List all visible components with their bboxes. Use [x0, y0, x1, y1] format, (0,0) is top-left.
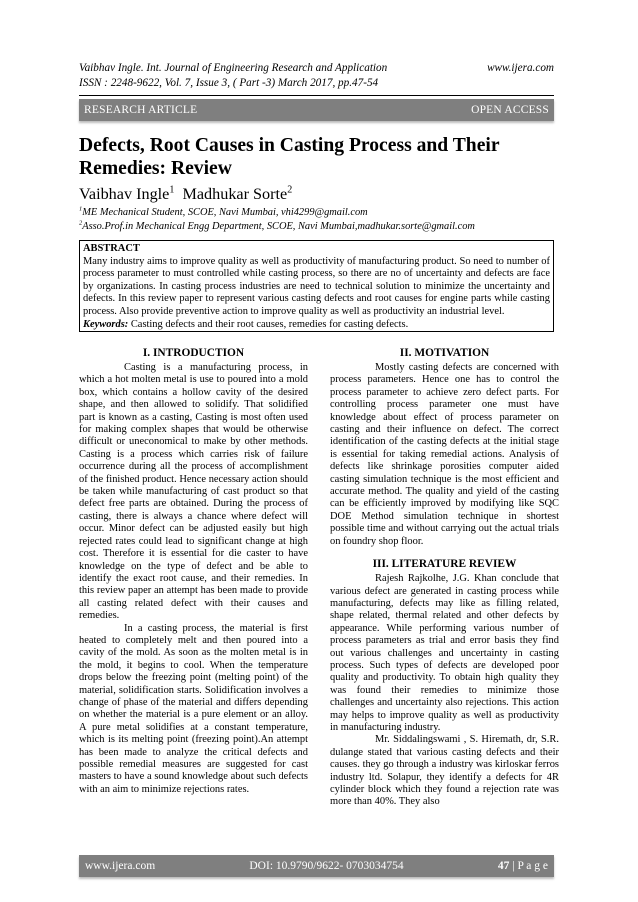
- abstract-heading: ABSTRACT: [83, 243, 140, 254]
- affiliation-mark: 1: [79, 205, 83, 213]
- right-column: [330, 346, 559, 809]
- abstract-box: [79, 240, 554, 332]
- affiliation: [79, 221, 475, 232]
- page-number-value: 47: [497, 860, 510, 872]
- section-heading-motivation: II. MOTIVATION: [399, 347, 490, 359]
- affiliation-text: Asso.Prof.in Mechanical Engg Department, SCOE, Navi Mumbai,madhukar.sorte@gmail.com: [82, 221, 475, 232]
- paragraph: Casting is a manufacturing process, in which a hot molten metal is use to poured into a mold box, which contains a hollow cavity of the desired shape, and then allowed to solidify. That solidified part is known as a casting, Casting is most often used for making complex shapes that would be otherwise difficult or uneconomical to make by other methods. Casting is a process which carries risk of failure occurrence during all the process of accomplishment of the finished product. Hence necessary action should be taken while manufacturing of cast product so that defect free parts are obtained. During the process of casting, there is always a chance where defect will occur. Minor defect can be adjusted easily but high rejected rates could lead to significant change at high cost. Therefore it is essential for die caster to have knowledge on the type of defect and be able to identify the exact root cause, and their remedies. In this review paper an attempt has been made to provide all casting related defect with their causes and remedies.: [79, 362, 308, 622]
- section-heading-introduction: I. INTRODUCTION: [142, 347, 245, 359]
- author-list: [79, 185, 292, 204]
- affiliation-mark: 2: [79, 219, 83, 227]
- access-type: OPEN ACCESS: [471, 104, 549, 116]
- header-rule: [79, 95, 554, 96]
- page-label: | P a g e: [509, 860, 548, 872]
- footer-doi: DOI: 10.9790/9622- 0703034754: [249, 860, 404, 872]
- keywords-text: Casting defects and their root causes, remedies for casting defects.: [128, 318, 409, 330]
- page-footer: [79, 855, 554, 877]
- abstract-text: Many industry aims to improve quality as well as productivity of manufacturing product. So need to number of process parameter to must controlled while casting process, so there are no of uncertainty and defects are face by organizations. In casting process industries are need to technical solution to minimize the uncertainty and defects. In this review paper to represent various casting defects and root causes for engine parts while casting process. Also provide preventive action to improve quality as well as productivity an industrial level.: [83, 255, 550, 317]
- article-type: RESEARCH ARTICLE: [84, 104, 198, 116]
- affiliation: [79, 207, 368, 218]
- paragraph: In a casting process, the material is first heated to completely melt and then poured into a cavity of the mold. As soon as the molten metal is in the mold, it begins to cool. When the temperature drops below the freezing point (melting point) of the material, solidification starts. Solidification involves a change of phase of the material and differs depending on whether the material is a pure element or an alloy. A pure metal solidifies at a constant temperature, which is its melting point (freezing point).An attempt has been made to analyze the critical defects and possible remedial measures are suggested for cast masters to have a sound knowledge about such defects with an aim to minimize rejections rates.: [79, 622, 308, 795]
- paragraph: Mostly casting defects are concerned with process parameters. Hence one has to control the process parameter to achieve zero defect parts. For controlling process parameter one must have knowledge about effect of process parameter on casting and their influence on defect. The correct identification of the casting defects at the initial stage is essential for taking remedial actions. Analysis of defects like shrinkage porosities computer aided casting simulation technique is the most efficient and accurate method. The quality and yield of the casting can be efficiently improved by modifying like SQC DOE Method simulation technique in shortest possible time and without carrying out the actual trials on foundry shop floor.: [330, 362, 559, 547]
- paragraph: Mr. Siddalingswami , S. Hiremath, dr, S.R. dulange stated that various casting defects and their causes. they go through a industry was kirloskar ferros industry ltd. Solapur, they identify a defects for 4R cylinder block which they found a rejection rate was more than 40%. They also: [330, 734, 559, 808]
- article-type-band: [79, 99, 554, 121]
- keywords-label: Keywords:: [83, 318, 129, 330]
- author-name: Vaibhav Ingle: [79, 185, 170, 203]
- journal-website: www.ijera.com: [487, 62, 554, 74]
- affiliation-text: ME Mechanical Student, SCOE, Navi Mumbai, vhi4299@gmail.com: [82, 207, 368, 218]
- author-affiliation-mark: 1: [169, 184, 175, 196]
- author-affiliation-mark: 2: [287, 184, 293, 196]
- journal-citation: Vaibhav Ingle. Int. Journal of Engineering Research and Application: [79, 62, 388, 74]
- paper-title: Defects, Root Causes in Casting Process and Their Remedies: Review: [79, 135, 500, 179]
- paragraph: Rajesh Rajkolhe, J.G. Khan conclude that various defect are generated in casting process while manufacturing, defects may like as filling related, shape related, thermal related and other defects by appearance. While performing various number of process parameters as trial and error basis they find out various challenges and uncertainty in casting process. Such types of defects are developed poor quality and productivity. To obtain high quality they was found their remedies to minimize those challenges and uncertainty also rejections. This action may helps to improve quality as well as productivity in manufacturing industry.: [330, 573, 559, 733]
- left-column: [79, 346, 308, 796]
- issn-line: ISSN : 2248-9622, Vol. 7, Issue 3, ( Part -3) March 2017, pp.47-54: [79, 77, 379, 89]
- footer-website: www.ijera.com: [85, 860, 156, 872]
- running-header: [79, 61, 554, 91]
- section-heading-literature-review: III. LITERATURE REVIEW: [372, 558, 517, 571]
- page-number: [498, 860, 548, 872]
- author-name: Madhukar Sorte: [182, 185, 288, 203]
